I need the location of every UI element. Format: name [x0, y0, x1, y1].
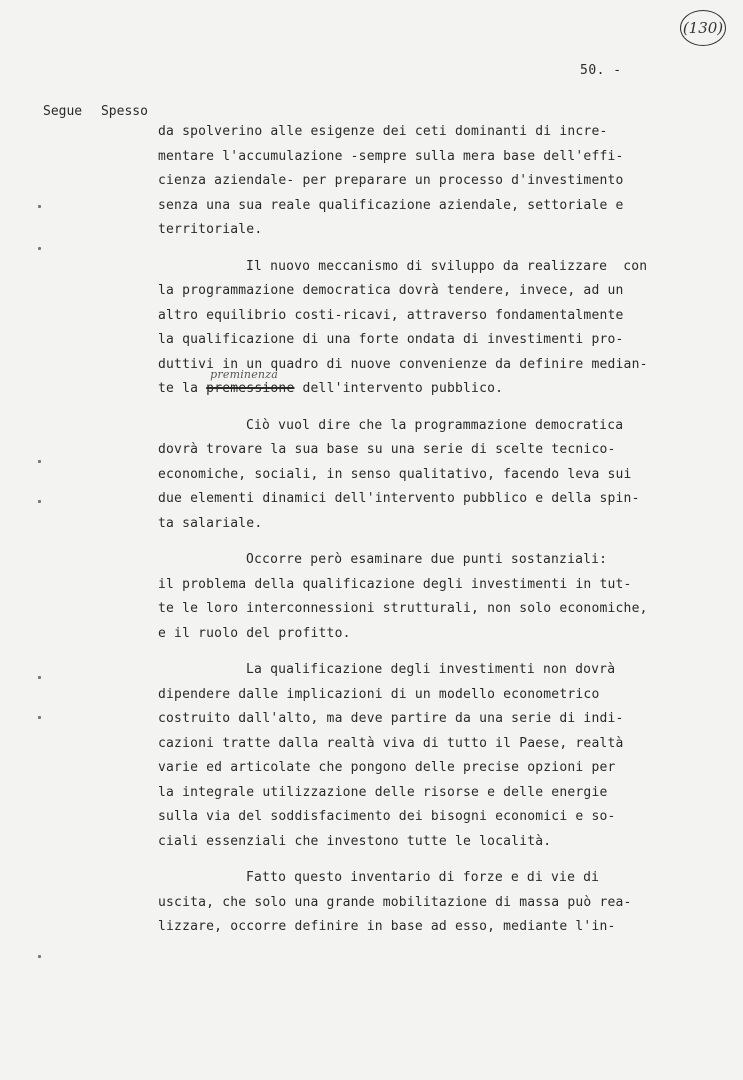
text-line: La qualificazione degli investimenti non dovrà — [246, 662, 616, 677]
margin-mark — [38, 955, 41, 958]
text-line: Ciò vuol dire che la programmazione democratica — [246, 417, 624, 433]
archive-page-stamp: (130) — [680, 10, 726, 46]
text-line: ciali essenziali che investono tutte le località. — [158, 833, 552, 849]
margin-mark — [38, 460, 41, 463]
text-line: Occorre però esaminare due punti sostanziali: — [246, 552, 608, 567]
text-line: Il nuovo meccanismo di sviluppo da realizzare con — [246, 258, 648, 274]
text-line: la integrale utilizzazione delle risorse e delle energie — [158, 784, 608, 800]
line-prefix: te la — [158, 381, 207, 396]
text-line: la qualificazione di una forte ondata di investimenti pro- — [158, 332, 624, 347]
text-line: il problema della qualificazione degli investimenti in tut- — [158, 576, 632, 592]
text-line: varie ed articolate che pongono delle precise opzioni per — [158, 760, 616, 775]
text-line: la programmazione democratica dovrà tendere, invece, ad un — [158, 283, 624, 298]
paragraph-2 — [158, 255, 703, 402]
text-line: cazioni tratte dalla realtà viva di tutto il Paese, realtà — [158, 735, 624, 751]
line-suffix: dell'intervento pubblico. — [294, 381, 504, 396]
struck-word: premessione — [206, 381, 295, 396]
text-line: sulla via del soddisfacimento dei bisogni economici e so- — [158, 809, 616, 824]
text-line: duttivi in un quadro di nuove convenienze da definire median- — [158, 356, 648, 372]
section-header — [43, 104, 159, 119]
header-word-spesso: Spesso — [100, 104, 148, 119]
text-line: mentare l'accumulazione -sempre sulla mera base dell'effi- — [158, 148, 624, 164]
text-line: due elementi dinamici dell'intervento pubblico e della spin- — [158, 491, 640, 506]
paragraph-3 — [158, 414, 703, 537]
margin-mark — [38, 247, 41, 250]
text-line: uscita, che solo una grande mobilitazione di massa può rea- — [158, 894, 632, 910]
text-line: altro equilibrio costi-ricavi, attraverso fondamentalmente — [158, 307, 624, 323]
text-line: te le loro interconnessioni strutturali, non solo economiche, — [158, 601, 648, 616]
handwritten-replacement: preminenza — [210, 368, 278, 381]
text-line: economiche, sociali, in senso qualitativo, facendo leva sui — [158, 466, 632, 482]
page-number: 50. - — [580, 63, 622, 78]
handwritten-correction — [206, 368, 295, 402]
text-line: dipendere dalle implicazioni di un modello econometrico — [158, 686, 600, 702]
text-line: dovrà trovare la sua base su una serie di scelte tecnico- — [158, 442, 616, 457]
text-line: senza una sua reale qualificazione aziendale, settoriale e — [158, 197, 624, 213]
text-line: da spolverino alle esigenze dei ceti dominanti di incre- — [158, 124, 608, 139]
text-line: lizzare, occorre definire in base ad esso, mediante l'in- — [158, 919, 616, 934]
text-line: Fatto questo inventario di forze e di vie di — [246, 870, 600, 885]
text-line: costruito dall'alto, ma deve partire da una serie di indi- — [158, 711, 624, 726]
header-word-segue: Segue — [43, 104, 83, 119]
text-line: cienza aziendale- per preparare un processo d'investimento — [158, 173, 624, 188]
text-line: territoriale. — [158, 222, 263, 237]
text-line: e il ruolo del profitto. — [158, 625, 351, 641]
paragraph-6 — [158, 866, 703, 940]
text-line: ta salariale. — [158, 515, 263, 531]
margin-mark — [38, 205, 41, 208]
margin-mark — [38, 676, 41, 679]
text-line-with-correction — [158, 368, 703, 402]
paragraph-5 — [158, 658, 703, 854]
margin-mark — [38, 500, 41, 503]
paragraph-4 — [158, 548, 703, 646]
paragraph-1 — [158, 120, 703, 243]
margin-mark — [38, 716, 41, 719]
typewritten-body — [158, 120, 703, 940]
